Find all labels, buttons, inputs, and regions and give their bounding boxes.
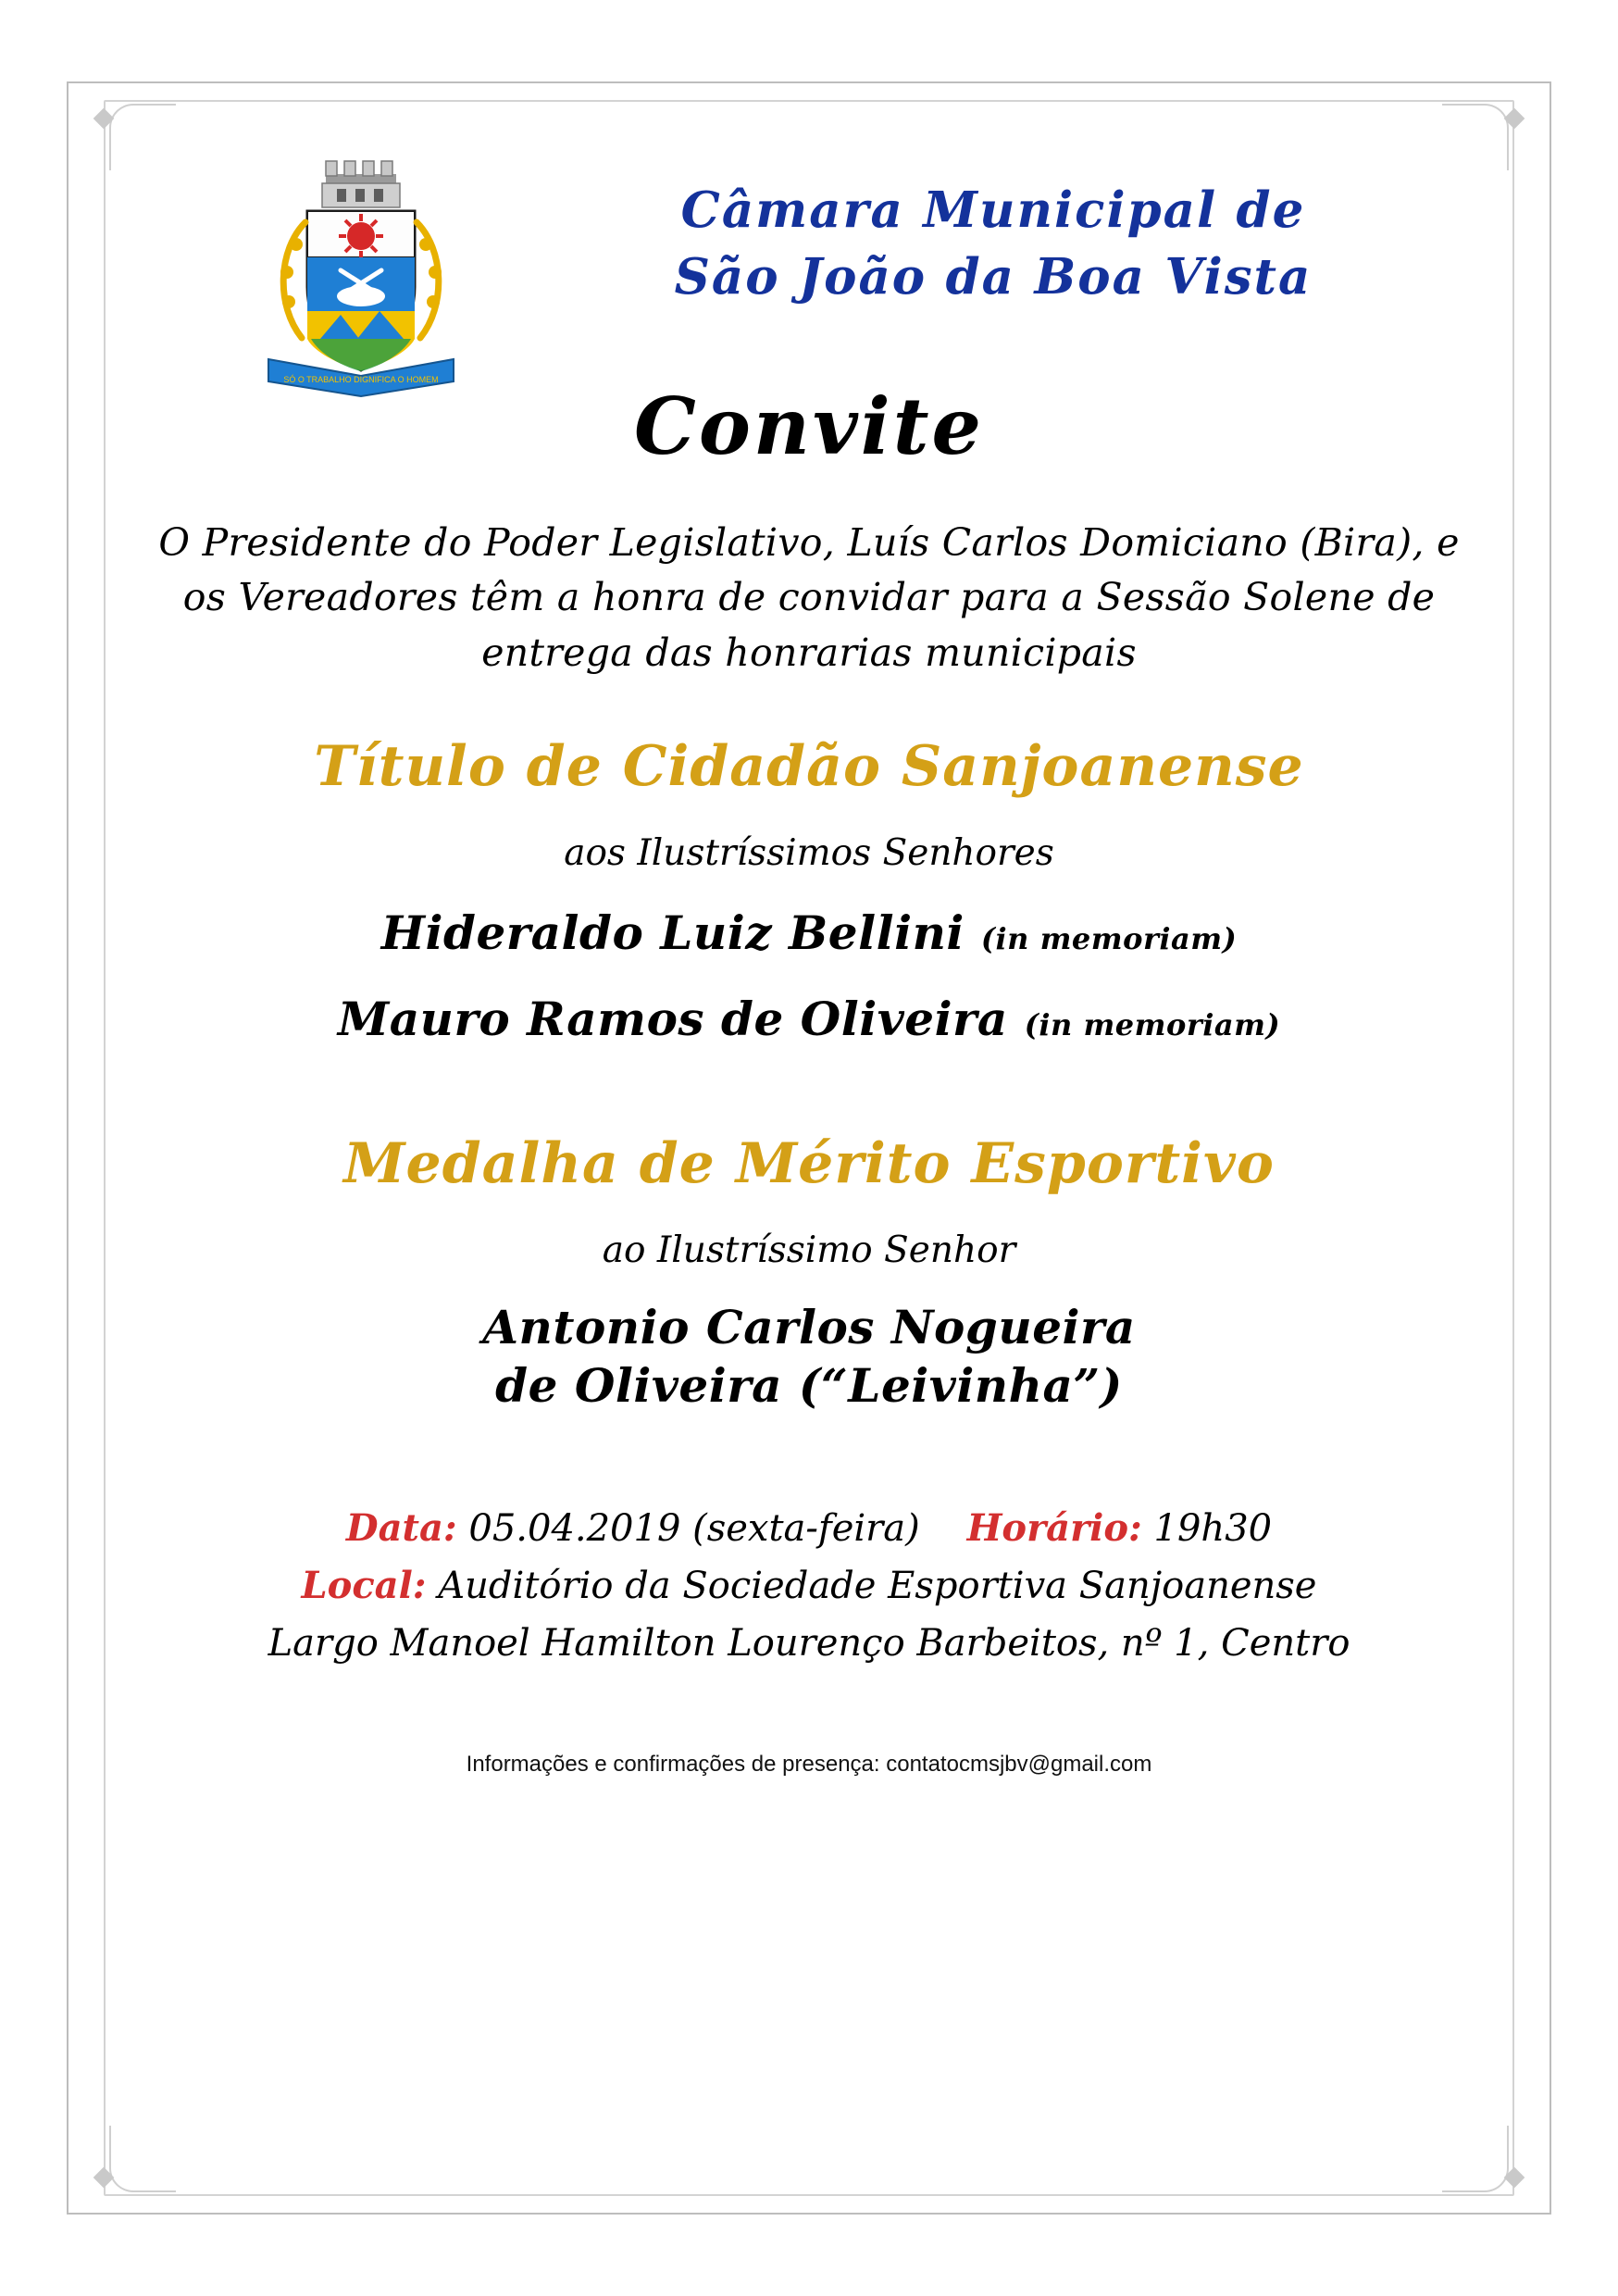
- organization-title: [507, 178, 1479, 310]
- event-place-row: [139, 1557, 1479, 1615]
- date-value: 05.04.2019 (sexta-feira): [468, 1507, 920, 1551]
- time-label: Horário:: [966, 1506, 1142, 1551]
- award-subtitle-citizen: aos Ilustríssimos Senhores: [564, 832, 1054, 875]
- place-value: Auditório da Sociedade Esportiva Sanjoanense: [438, 1565, 1317, 1608]
- honoree-row: [139, 992, 1479, 1046]
- event-date-time-row: [139, 1500, 1479, 1557]
- honoree-note: (in memoriam): [980, 921, 1238, 957]
- place-label: Local:: [301, 1564, 427, 1608]
- page-title: Convite: [634, 381, 984, 472]
- crest-motto-text: SÓ O TRABALHO DIGNIFICA O HOMEM: [283, 375, 439, 384]
- invitation-intro-text: O Presidente do Poder Legislativo, Luís Carlos Domiciano (Bira), e os Vereadores têm a honra de convidar para a Sessão Solene de entrega das honrarias municipais: [158, 520, 1460, 675]
- event-address: Largo Manoel Hamilton Lourenço Barbeitos, nº 1, Centro: [268, 1622, 1350, 1666]
- honoree-note: (in memoriam): [1024, 1007, 1281, 1043]
- date-label: Data:: [345, 1506, 457, 1551]
- award-title-citizen: Título de Cidadão Sanjoanense: [314, 734, 1304, 800]
- contact-footer: Informações e confirmações de presença: contatocmsjbv@gmail.com: [466, 1752, 1152, 1778]
- organization-title-line2: São João da Boa Vista: [674, 247, 1313, 306]
- coat-of-arms-icon: [241, 148, 481, 403]
- honoree-row: [139, 905, 1479, 960]
- award-title-sports-medal: Medalha de Mérito Esportivo: [343, 1131, 1275, 1197]
- time-value: 19h30: [1153, 1507, 1273, 1551]
- header: [139, 139, 1479, 403]
- honoree-row: [139, 1299, 1479, 1415]
- event-details: [139, 1500, 1479, 1672]
- award-subtitle-sports-medal: ao Ilustríssimo Senhor: [602, 1229, 1016, 1272]
- honoree-name-line2: de Oliveira (“Leivinha”): [495, 1357, 1123, 1413]
- honoree-name-line1: Antonio Carlos Nogueira: [482, 1300, 1136, 1355]
- organization-title-line1: Câmara Municipal de: [680, 181, 1306, 239]
- honoree-name: Mauro Ramos de Oliveira: [337, 992, 1008, 1047]
- invitation-content: [139, 139, 1479, 2157]
- honoree-name: Hideraldo Luiz Bellini: [380, 905, 965, 961]
